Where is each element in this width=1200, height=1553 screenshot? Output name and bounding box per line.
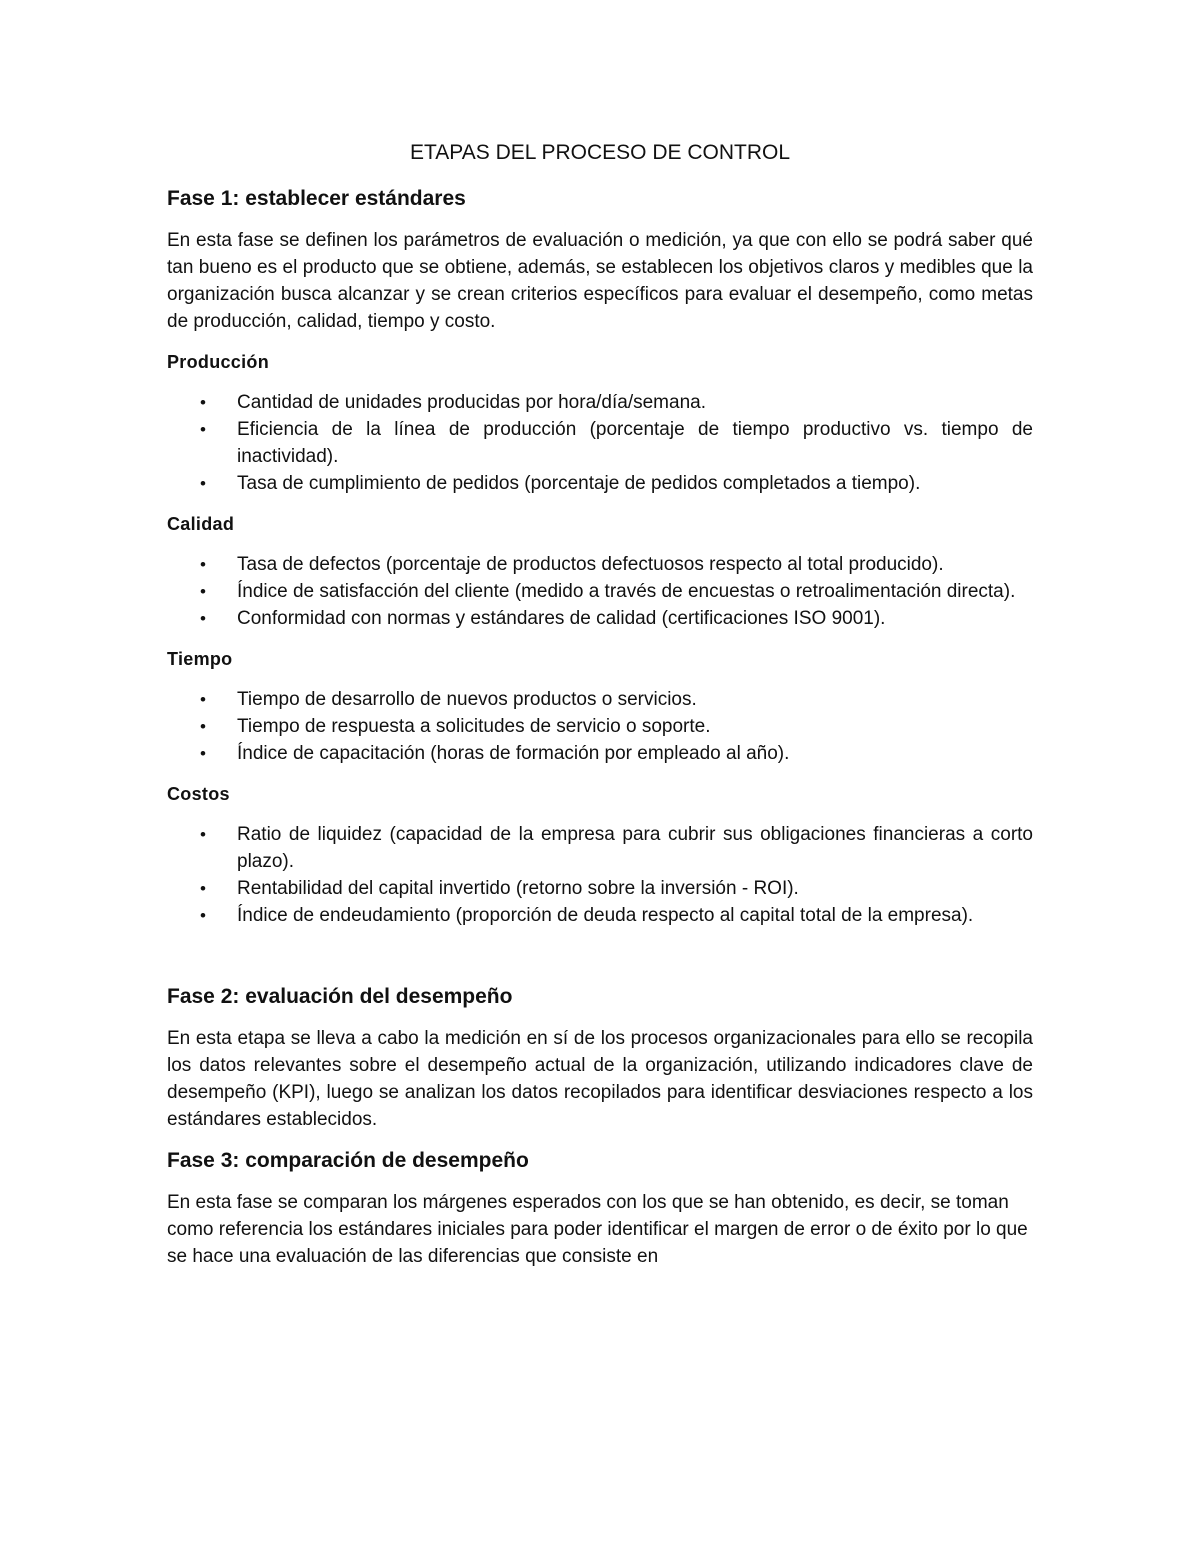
- list-item: [167, 389, 1033, 416]
- list-item: [167, 740, 1033, 767]
- list-item-text: Tiempo de respuesta a solicitudes de servicio o soporte.: [237, 716, 711, 737]
- phase-3-text: En esta fase se comparan los márgenes esperados con los que se han obtenido, es decir, se toman como referencia los estándares iniciales para poder identificar el margen de error o de éxito por lo que se hace una evaluación de las diferencias que consiste en: [167, 1192, 1028, 1267]
- phase-1-intro: En esta fase se definen los parámetros de evaluación o medición, ya que con ello se podrá saber qué tan bueno es el producto que se obtiene, además, se establecen los objetivos claros y medibles que la organización busca alcanzar y se crean criterios específicos para evaluar el desempeño, como metas de producción, calidad, tiempo y costo.: [167, 230, 1033, 332]
- list-item: [167, 416, 1033, 470]
- section-heading-costos: Costos: [167, 784, 230, 804]
- list-item: [167, 686, 1033, 713]
- phase-1-heading: Fase 1: establecer estándares: [167, 187, 466, 210]
- bullet-icon: •: [200, 717, 206, 736]
- bullet-list-calidad: [167, 551, 1033, 632]
- list-item-text: Tasa de defectos (porcentaje de productos defectuosos respecto al total producido).: [237, 554, 944, 575]
- phase-2-heading: Fase 2: evaluación del desempeño: [167, 985, 513, 1008]
- list-item: [167, 605, 1033, 632]
- list-item: [167, 470, 1033, 497]
- list-item-text: Cantidad de unidades producidas por hora/día/semana.: [237, 392, 706, 413]
- bullet-icon: •: [200, 393, 206, 412]
- bullet-icon: •: [200, 825, 206, 844]
- list-item: [167, 875, 1033, 902]
- list-item-text: Índice de endeudamiento (proporción de deuda respecto al capital total de la empresa).: [237, 905, 974, 926]
- list-item: [167, 578, 1033, 605]
- list-item-text: Tasa de cumplimiento de pedidos (porcentaje de pedidos completados a tiempo).: [237, 473, 921, 494]
- phase-2-text: En esta etapa se lleva a cabo la medición en sí de los procesos organizacionales para ello se recopila los datos relevantes sobre el desempeño actual de la organización, utilizando indicadores clave de desempeño (KPI), luego se analizan los datos recopilados para identificar desviaciones respecto a los estándares establecidos.: [167, 1028, 1033, 1130]
- list-item-text: Ratio de liquidez (capacidad de la empresa para cubrir sus obligaciones financieras a corto plazo).: [237, 824, 1033, 872]
- section-spacer: [167, 943, 1033, 983]
- bullet-icon: •: [200, 879, 206, 898]
- bullet-icon: •: [200, 420, 206, 439]
- bullet-icon: •: [200, 906, 206, 925]
- list-item-text: Índice de capacitación (horas de formación por empleado al año).: [237, 743, 790, 764]
- list-item-text: Tiempo de desarrollo de nuevos productos o servicios.: [237, 689, 697, 710]
- list-item-text: Índice de satisfacción del cliente (medido a través de encuestas o retroalimentación directa).: [237, 581, 1016, 602]
- list-item: [167, 713, 1033, 740]
- list-item-text: Rentabilidad del capital invertido (retorno sobre la inversión - ROI).: [237, 878, 799, 899]
- document-content: [167, 138, 1033, 1284]
- document-title: ETAPAS DEL PROCESO DE CONTROL: [409, 141, 791, 164]
- bullet-icon: •: [200, 609, 206, 628]
- bullet-list-tiempo: [167, 686, 1033, 767]
- list-item-text: Conformidad con normas y estándares de calidad (certificaciones ISO 9001).: [237, 608, 886, 629]
- section-heading-calidad: Calidad: [167, 514, 235, 534]
- bullet-icon: •: [200, 555, 206, 574]
- bullet-icon: •: [200, 744, 206, 763]
- bullet-icon: •: [200, 474, 206, 493]
- list-item: [167, 821, 1033, 875]
- bullet-icon: •: [200, 582, 206, 601]
- bullet-list-produccion: [167, 389, 1033, 497]
- list-item: [167, 902, 1033, 929]
- bullet-list-costos: [167, 821, 1033, 929]
- list-item-text: Eficiencia de la línea de producción (porcentaje de tiempo productivo vs. tiempo de inactividad).: [237, 419, 1033, 467]
- section-heading-tiempo: Tiempo: [167, 649, 233, 669]
- phase-3-heading: Fase 3: comparación de desempeño: [167, 1149, 529, 1172]
- section-heading-produccion: Producción: [167, 352, 270, 372]
- list-item: [167, 551, 1033, 578]
- bullet-icon: •: [200, 690, 206, 709]
